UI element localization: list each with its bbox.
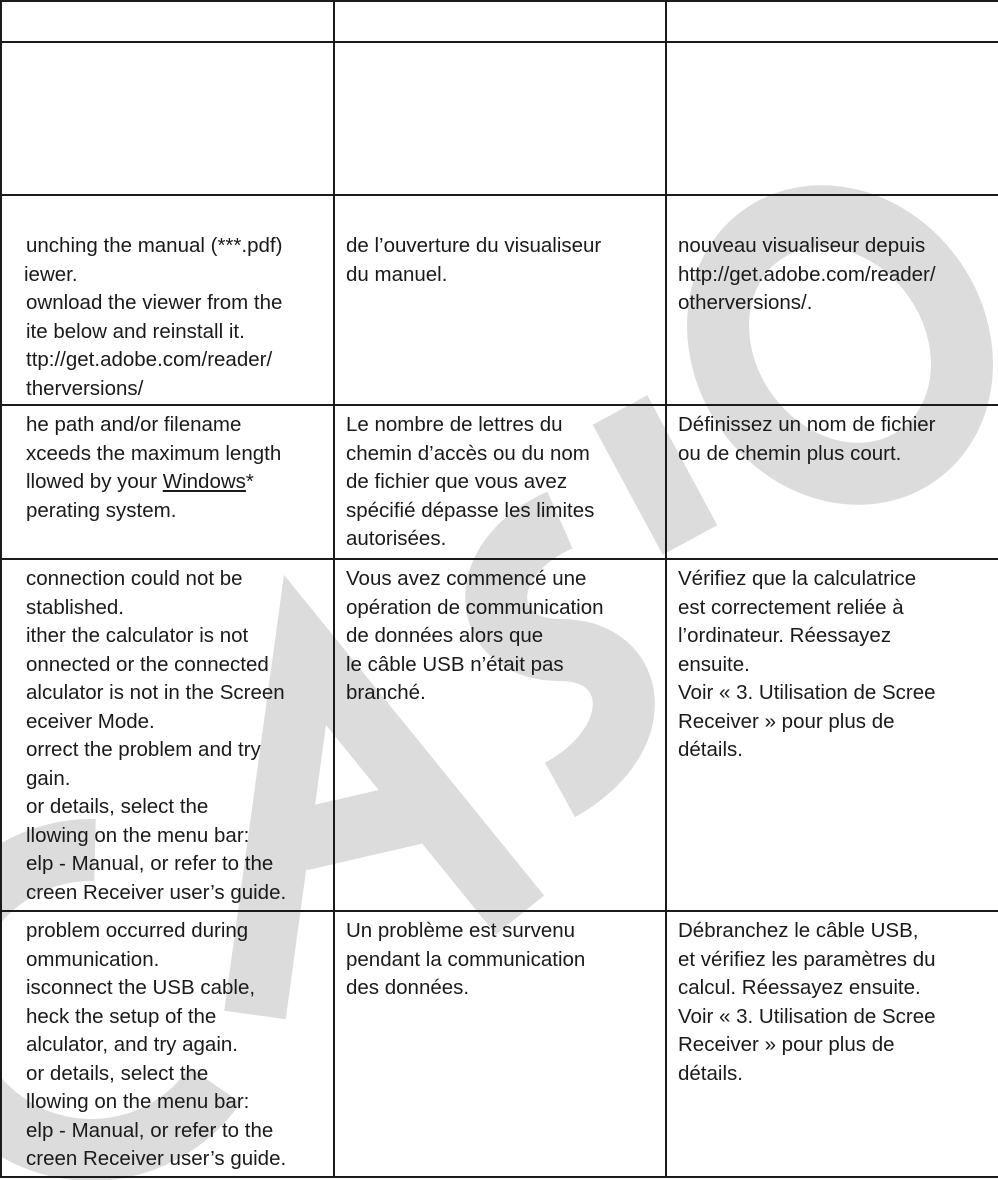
error-message-cell	[1, 195, 334, 405]
text-line: ttp://get.adobe.com/reader/	[26, 348, 273, 371]
table-cell	[334, 42, 666, 195]
text-line: de fichier que vous avez	[346, 470, 568, 493]
meaning-cell	[334, 405, 666, 559]
header-cell-3	[666, 1, 998, 42]
action-cell	[666, 559, 998, 911]
text-line: creen Receiver user’s guide.	[26, 880, 287, 904]
text-line: alculator, and try again.	[26, 1033, 238, 1056]
text-line: Receiver » pour plus de	[678, 1033, 895, 1056]
text-line: des données.	[346, 976, 470, 999]
table-row	[1, 195, 998, 405]
text-line: alculator is not in the Screen	[26, 681, 285, 704]
action-cell	[666, 405, 998, 559]
text-line: stablished.	[26, 595, 125, 619]
text-line: est correctement reliée à	[678, 595, 904, 619]
text-line: or details, select the	[26, 795, 209, 818]
text-line: Débranchez le câble USB,	[678, 919, 919, 942]
text-line: du manuel.	[346, 262, 448, 286]
text-line: xceeds the maximum length	[26, 441, 282, 465]
text-line: calcul. Réessayez ensuite.	[678, 976, 921, 999]
table-row	[1, 405, 998, 559]
text-line: Vérifiez que la calculatrice	[678, 567, 917, 590]
text-line: Un problème est survenu	[346, 919, 576, 942]
text-line: ite below and reinstall it.	[26, 319, 245, 343]
header-row	[1, 1, 998, 42]
text-line: elp - Manual, or refer to the	[26, 852, 274, 875]
header-cell-1	[1, 1, 334, 42]
action-cell	[666, 195, 998, 405]
text-line: ither the calculator is not	[26, 624, 249, 647]
text-line: détails.	[678, 1061, 743, 1085]
text-line: autorisées.	[346, 527, 447, 550]
text-line: gain.	[26, 766, 71, 790]
error-message-cell	[1, 911, 334, 1177]
text-line: connection could not be	[26, 567, 243, 590]
text-line: nouveau visualiseur depuis	[678, 234, 926, 257]
text-line: chemin d’accès ou du nom	[346, 441, 590, 465]
text-line: l’ordinateur. Réessayez	[678, 624, 892, 647]
text-line: Voir « 3. Utilisation de Scree	[678, 1004, 936, 1028]
table-row	[1, 559, 998, 911]
action-cell	[666, 911, 998, 1177]
text-line: isconnect the USB cable,	[26, 976, 256, 999]
text-line: otherversions/.	[678, 291, 813, 314]
text-line: Voir « 3. Utilisation de Scree	[678, 681, 936, 704]
meaning-cell	[334, 559, 666, 911]
text-line: de données alors que	[346, 624, 544, 647]
meaning-cell	[334, 195, 666, 405]
error-message-cell	[1, 405, 334, 559]
text-line: ommunication.	[26, 947, 160, 971]
header-cell-2	[334, 1, 666, 42]
text-line: branché.	[346, 681, 426, 704]
text-line: opération de communication	[346, 595, 604, 619]
text-line: iewer.	[24, 262, 78, 286]
text-line: ensuite.	[678, 652, 750, 676]
table-row	[1, 42, 998, 195]
text-line: therversions/	[26, 376, 144, 400]
text-line: llowed by your Windows*	[26, 470, 254, 493]
text-line: de l’ouverture du visualiseur	[346, 234, 602, 257]
text-line: unching the manual (***.pdf)	[26, 234, 283, 257]
text-line: pendant la communication	[346, 947, 586, 971]
text-line: le câble USB n’était pas	[346, 652, 564, 676]
table-cell	[1, 42, 334, 195]
table-cell	[666, 42, 998, 195]
text-line: Définissez un nom de fichier	[678, 413, 936, 436]
text-line: détails.	[678, 738, 743, 761]
text-line: ownload the viewer from the	[26, 291, 283, 314]
text-line: Receiver » pour plus de	[678, 709, 895, 733]
text-line: heck the setup of the	[26, 1004, 217, 1028]
text-line: Le nombre de lettres du	[346, 413, 563, 436]
text-line: ou de chemin plus court.	[678, 441, 902, 465]
meaning-cell	[334, 911, 666, 1177]
text-line: elp - Manual, or refer to the	[26, 1118, 274, 1142]
error-message-cell	[1, 559, 334, 911]
text-line: or details, select the	[26, 1061, 209, 1085]
text-line: onnected or the connected	[26, 652, 269, 676]
text-line: spécifié dépasse les limites	[346, 498, 595, 522]
text-line: he path and/or filename	[26, 413, 242, 436]
text-line: perating system.	[26, 498, 177, 522]
text-line: Vous avez commencé une	[346, 567, 587, 590]
text-line: eceiver Mode.	[26, 709, 155, 733]
text-line: llowing on the menu bar:	[26, 823, 250, 847]
text-line: problem occurred during	[26, 919, 249, 942]
text-line: orrect the problem and try	[26, 738, 261, 761]
text-line: et vérifiez les paramètres du	[678, 947, 936, 971]
table-row	[1, 911, 998, 1177]
text-line: http://get.adobe.com/reader/	[678, 262, 936, 286]
windows-link-text: Windows	[162, 470, 246, 493]
text-line: creen Receiver user’s guide.	[26, 1147, 287, 1170]
text-line: llowing on the menu bar:	[26, 1090, 250, 1113]
